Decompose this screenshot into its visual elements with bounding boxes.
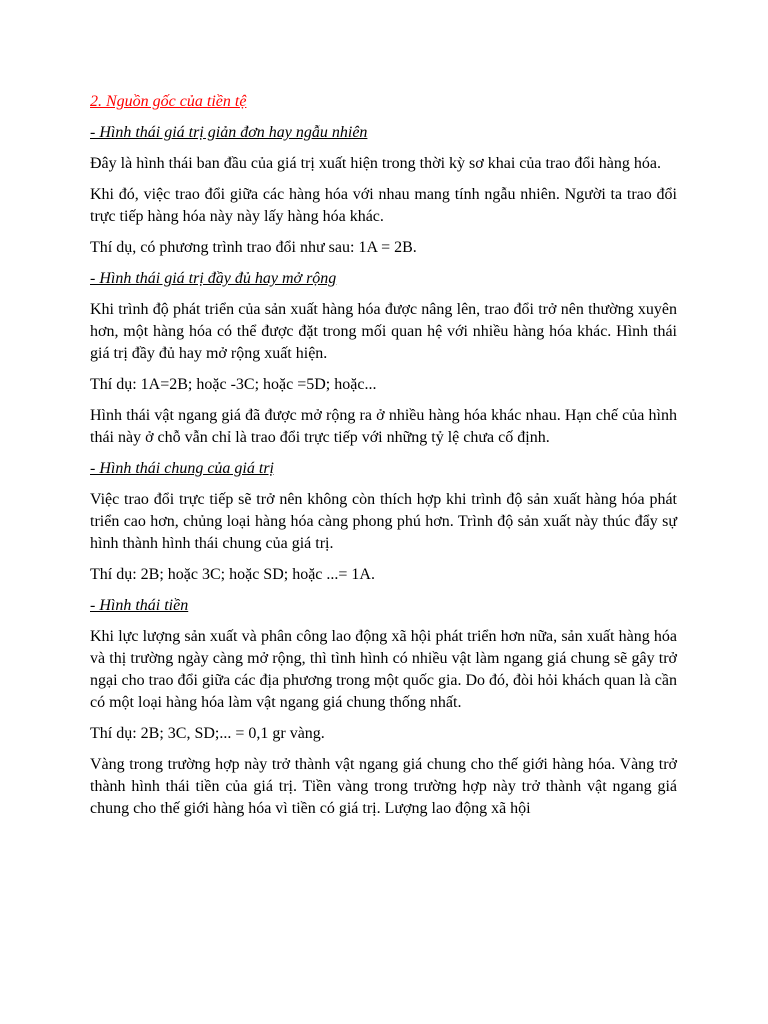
body-paragraph: Khi trình độ phát triển của sản xuất hàng hóa được nâng lên, trao đổi trở nên thường xuyên hơn, một hàng hóa có thể được đặt trong mối quan hệ với nhiều hàng hóa khác. Hình thái giá trị đầy đủ hay mở rộng xuất hiện. bbox=[90, 301, 677, 362]
body-paragraph: Khi đó, việc trao đổi giữa các hàng hóa với nhau mang tính ngẫu nhiên. Người ta trao đổi trực tiếp hàng hóa này này lấy hàng hóa khác. bbox=[90, 186, 677, 225]
subsection-heading: - Hình thái giá trị đầy đủ hay mở rộng bbox=[90, 270, 337, 287]
subsection-heading: - Hình thái giá trị giản đơn hay ngẫu nhiên bbox=[90, 124, 368, 141]
document-body bbox=[90, 122, 677, 820]
body-paragraph: Khi lực lượng sản xuất và phân công lao động xã hội phát triển hơn nữa, sản xuất hàng hóa và thị trường ngày càng mở rộng, thì tình hình có nhiều vật làm ngang giá chung sẽ gây trở ngại cho trao đổi giữa các địa phương trong một quốc gia. Do đó, đòi hỏi khách quan là cần có một loại hàng hóa làm vật ngang giá chung thống nhất. bbox=[90, 628, 677, 711]
body-paragraph: Thí dụ, có phương trình trao đổi như sau: 1A = 2B. bbox=[90, 239, 417, 256]
body-paragraph: Hình thái vật ngang giá đã được mở rộng ra ở nhiều hàng hóa khác nhau. Hạn chế của hình thái này ở chỗ vẫn chỉ là trao đổi trực tiếp với những tỷ lệ chưa cố định. bbox=[90, 407, 677, 446]
section-title: 2. Nguồn gốc của tiền tệ bbox=[90, 93, 247, 110]
body-paragraph: Việc trao đổi trực tiếp sẽ trở nên không còn thích hợp khi trình độ sản xuất hàng hóa phát triển cao hơn, chủng loại hàng hóa càng phong phú hơn. Trình độ sản xuất này thúc đẩy sự hình thành hình thái chung của giá trị. bbox=[90, 491, 677, 552]
body-paragraph: Thí dụ: 1A=2B; hoặc -3C; hoặc =5D; hoặc... bbox=[90, 376, 377, 393]
body-paragraph: Đây là hình thái ban đầu của giá trị xuất hiện trong thời kỳ sơ khai của trao đổi hàng hóa. bbox=[90, 155, 661, 172]
body-paragraph: Vàng trong trường hợp này trở thành vật ngang giá chung cho thế giới hàng hóa. Vàng trở thành hình thái tiền của giá trị. Tiền vàng trong trường hợp này trở thành vật ngang giá chung cho thế giới hàng hóa vì tiền có giá trị. Lượng lao động xã hội bbox=[90, 756, 677, 817]
body-paragraph: Thí dụ: 2B; hoặc 3C; hoặc SD; hoặc ...= 1A. bbox=[90, 566, 375, 583]
subsection-heading: - Hình thái chung của giá trị bbox=[90, 460, 274, 477]
body-paragraph: Thí dụ: 2B; 3C, SD;... = 0,1 gr vàng. bbox=[90, 725, 325, 742]
document-page bbox=[90, 91, 677, 829]
subsection-heading: - Hình thái tiền bbox=[90, 597, 189, 614]
